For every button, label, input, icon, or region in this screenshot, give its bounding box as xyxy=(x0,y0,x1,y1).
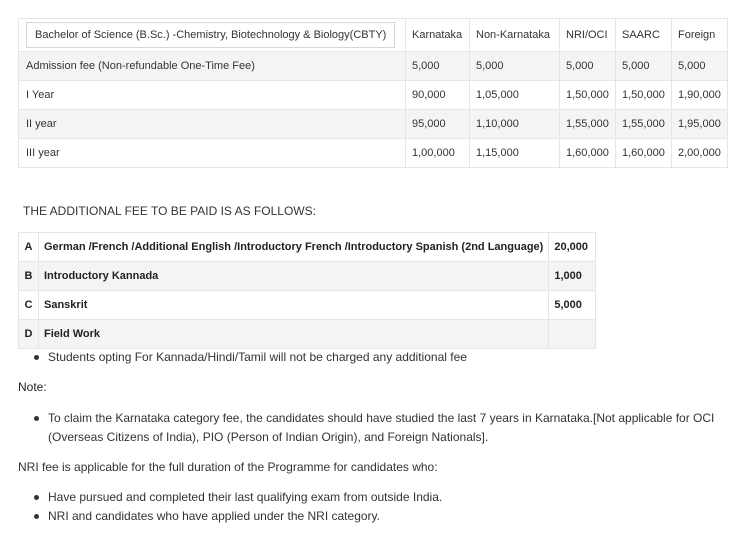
nri-fee-text: NRI fee is applicable for the full duration of the Programme for candidates who: xyxy=(18,460,438,474)
fee-cell: 1,05,000 xyxy=(470,81,560,110)
fee-cell: 1,10,000 xyxy=(470,110,560,139)
additional-row-amount: 5,000 xyxy=(549,291,596,320)
program-name-cell xyxy=(19,19,406,52)
list-item: NRI and candidates who have applied under the NRI category. xyxy=(18,507,442,526)
fee-cell: 1,55,000 xyxy=(616,110,672,139)
fee-row-label: II year xyxy=(19,110,406,139)
fee-cell: 5,000 xyxy=(470,52,560,81)
fee-row-admission xyxy=(19,52,728,81)
fee-cell: 1,90,000 xyxy=(672,81,728,110)
fee-cell: 1,00,000 xyxy=(406,139,470,168)
header-karnataka: Karnataka xyxy=(406,19,470,52)
fee-cell: 90,000 xyxy=(406,81,470,110)
header-non-karnataka: Non-Karnataka xyxy=(470,19,560,52)
additional-row-b xyxy=(19,262,596,291)
additional-row-letter: D xyxy=(19,320,39,349)
nri-list xyxy=(18,488,442,526)
fee-cell: 2,00,000 xyxy=(672,139,728,168)
fee-row-label: Admission fee (Non-refundable One-Time Fee) xyxy=(19,52,406,81)
additional-row-amount: 20,000 xyxy=(549,233,596,262)
header-foreign: Foreign xyxy=(672,19,728,52)
program-name: Bachelor of Science (B.Sc.) -Chemistry, Biotechnology & Biology(CBTY) xyxy=(26,22,395,48)
header-saarc: SAARC xyxy=(616,19,672,52)
additional-fee-table xyxy=(18,232,596,349)
additional-row-amount: 1,000 xyxy=(549,262,596,291)
fee-row-label: III year xyxy=(19,139,406,168)
fee-cell: 1,60,000 xyxy=(560,139,616,168)
list-item: Have pursued and completed their last qualifying exam from outside India. xyxy=(18,488,442,507)
fee-cell: 5,000 xyxy=(616,52,672,81)
list-item: To claim the Karnataka category fee, the candidates should have studied the last 7 years in Karnataka.[Not applicable for OCI (Overseas Citizens of India), PIO (Person of Indian Origin), and Foreign Nationals]. xyxy=(18,409,728,447)
header-nri-oci: NRI/OCI xyxy=(560,19,616,52)
additional-fee-heading: THE ADDITIONAL FEE TO BE PAID IS AS FOLLOWS: xyxy=(23,204,316,218)
additional-row-letter: B xyxy=(19,262,39,291)
note-label: Note: xyxy=(18,380,47,394)
fee-row-label: I Year xyxy=(19,81,406,110)
fee-table-header-row xyxy=(19,19,728,52)
list-item: Students opting For Kannada/Hindi/Tamil will not be charged any additional fee xyxy=(18,348,467,367)
additional-row-description: Sanskrit xyxy=(39,291,549,320)
fee-cell: 1,50,000 xyxy=(560,81,616,110)
additional-row-a xyxy=(19,233,596,262)
additional-row-description: Introductory Kannada xyxy=(39,262,549,291)
fee-row-year-2 xyxy=(19,110,728,139)
additional-row-d xyxy=(19,320,596,349)
fee-row-year-3 xyxy=(19,139,728,168)
additional-row-description: Field Work xyxy=(39,320,549,349)
fee-cell: 5,000 xyxy=(406,52,470,81)
fee-row-year-1 xyxy=(19,81,728,110)
fee-cell: 1,50,000 xyxy=(616,81,672,110)
fee-cell: 95,000 xyxy=(406,110,470,139)
fee-cell: 5,000 xyxy=(560,52,616,81)
additional-row-letter: C xyxy=(19,291,39,320)
additional-row-description: German /French /Additional English /Introductory French /Introductory Spanish (2nd Language) xyxy=(39,233,549,262)
fee-table xyxy=(18,18,728,168)
additional-row-letter: A xyxy=(19,233,39,262)
fee-cell: 1,55,000 xyxy=(560,110,616,139)
fee-cell: 5,000 xyxy=(672,52,728,81)
note-list xyxy=(18,409,728,447)
fee-cell: 1,15,000 xyxy=(470,139,560,168)
additional-row-amount xyxy=(549,320,596,349)
additional-fee-bullets xyxy=(18,348,467,367)
additional-row-c xyxy=(19,291,596,320)
fee-cell: 1,60,000 xyxy=(616,139,672,168)
fee-cell: 1,95,000 xyxy=(672,110,728,139)
